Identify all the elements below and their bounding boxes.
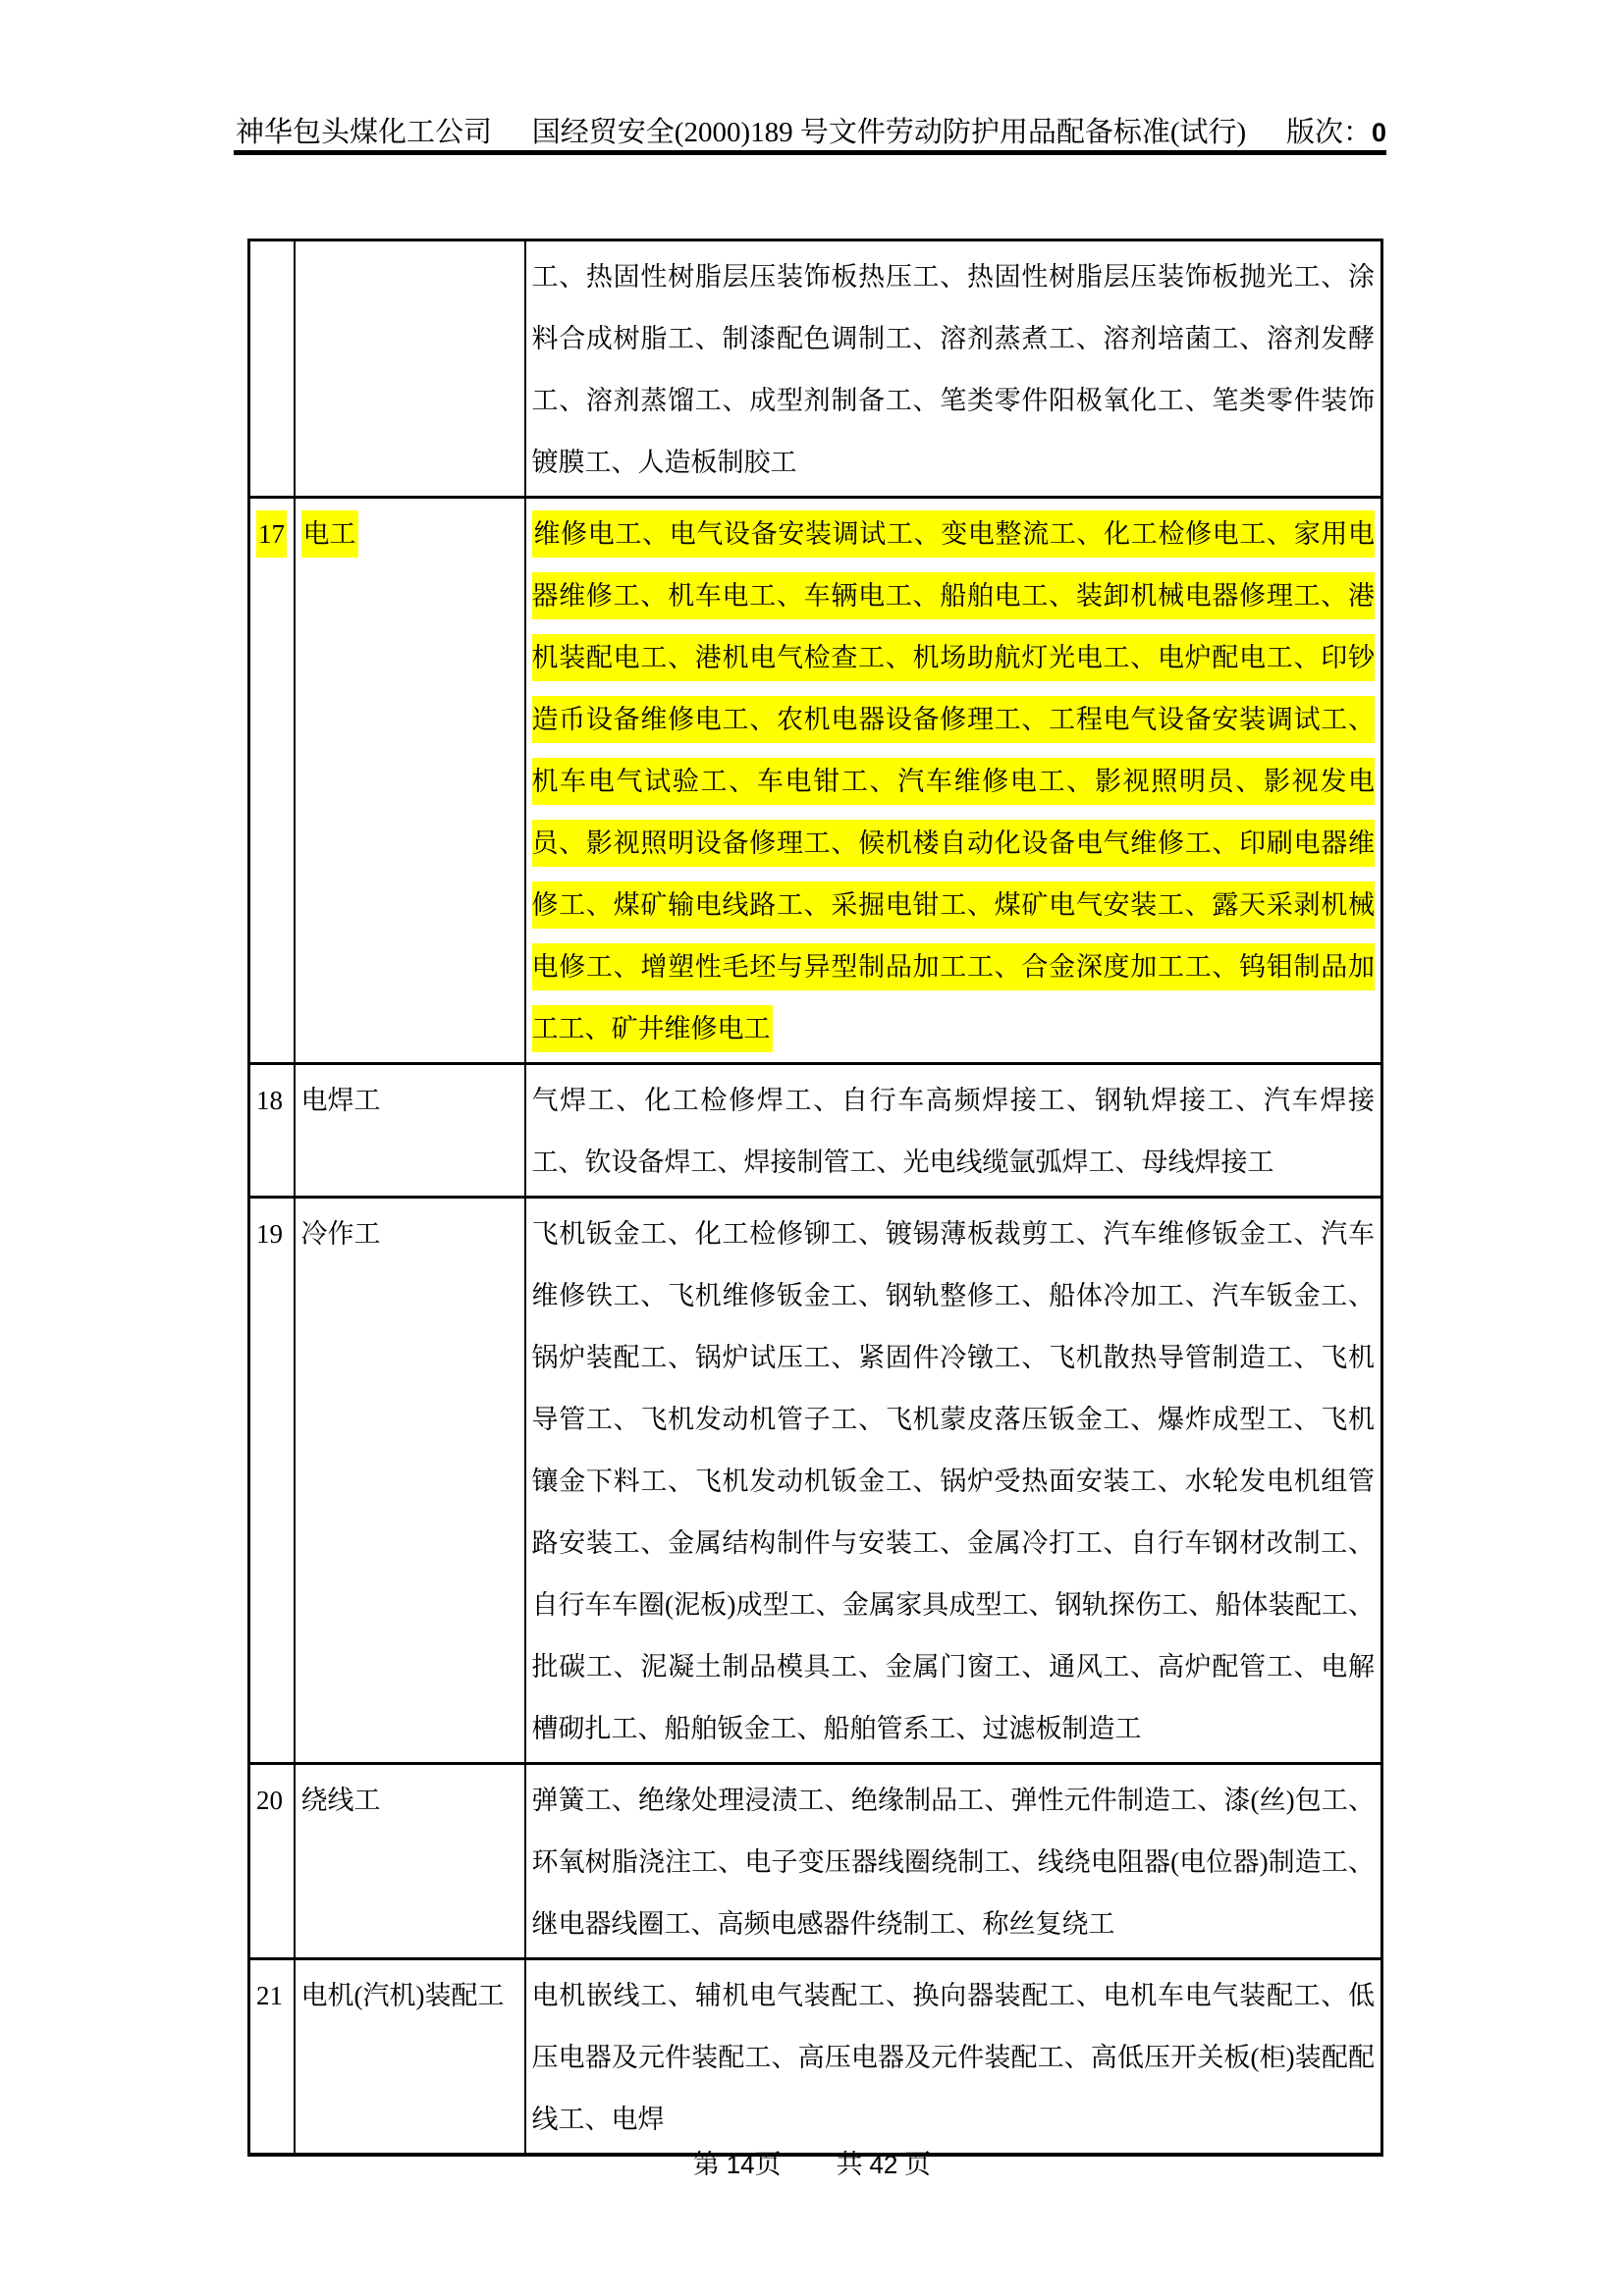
row-category: 冷作工 (300, 1219, 381, 1249)
page-indicator (693, 2143, 782, 2181)
header-version-label: 版次： (1285, 117, 1372, 148)
row-number: 20 (256, 1786, 283, 1815)
table-row (249, 1959, 1382, 2156)
total-pages-indicator (837, 2143, 931, 2181)
row-category: 电焊工 (300, 1086, 381, 1115)
row-category-cell (295, 1198, 525, 1764)
header-title: 国经贸安全(2000)189 号文件劳动防护用品配备标准(试行) (531, 117, 1247, 148)
row-number-cell (249, 1764, 295, 1959)
row-category-cell (295, 1764, 525, 1959)
header-rule (234, 150, 1386, 155)
page-suffix: 页 (754, 2150, 782, 2179)
row-number-cell (249, 498, 295, 1064)
row-jobs-text: 弹簧工、绝缘处理浸渍工、绝缘制品工、弹性元件制造工、漆(丝)包工、环氧树脂浇注工、电子变压器线圈绕制工、线绕电阻器(电位器)制造工、继电器线圈工、高频电感器件绕制工、称丝复绕工 (531, 1786, 1375, 1939)
row-category: 电工 (301, 510, 358, 558)
total-suffix: 页 (897, 2150, 932, 2179)
jobs-table (247, 239, 1383, 2157)
jobs-table-body (249, 240, 1382, 2156)
row-jobs-text: 气焊工、化工检修焊工、自行车高频焊接工、钢轨焊接工、汽车焊接工、钦设备焊工、焊接制管工、光电线缆氩弧焊工、母线焊接工 (531, 1086, 1375, 1177)
page-header (236, 110, 1386, 150)
row-category: 电机(汽机)装配工 (300, 1981, 505, 2010)
total-pages-number: 42 (869, 2150, 898, 2179)
table-row (249, 1764, 1382, 1959)
header-version-value: 0 (1371, 118, 1386, 147)
row-jobs-cell (525, 1764, 1382, 1959)
row-jobs-text: 工、热固性树脂层压装饰板热压工、热固性树脂层压装饰板抛光工、涂料合成树脂工、制漆配色调制工、溶剂蒸煮工、溶剂培菌工、溶剂发酵工、溶剂蒸馏工、成型剂制备工、笔类零件阳极氧化工、笔类零件装饰镀膜工、人造板制胶工 (531, 262, 1375, 477)
row-number-cell (249, 1198, 295, 1764)
table-row (249, 498, 1382, 1064)
row-number: 19 (256, 1219, 283, 1249)
row-category-cell (295, 1064, 525, 1198)
table-row (249, 1064, 1382, 1198)
row-jobs-text: 飞机钣金工、化工检修铆工、镀锡薄板裁剪工、汽车维修钣金工、汽车维修铁工、飞机维修钣金工、钢轨整修工、船体冷加工、汽车钣金工、锅炉装配工、锅炉试压工、紧固件冷镦工、飞机散热导管制造工、飞机导管工、飞机发动机管子工、飞机蒙皮落压钣金工、爆炸成型工、飞机镶金下料工、飞机发动机钣金工、锅炉受热面安装工、水轮发电机组管路安装工、金属结构制件与安装工、金属冷打工、自行车钢材改制工、自行车车圈(泥板)成型工、金属家具成型工、钢轨探伤工、船体装配工、批碳工、泥凝土制品模具工、金属门窗工、通风工、高炉配管工、电解槽砌扎工、船舶钣金工、船舶管系工、过滤板制造工 (531, 1219, 1375, 1743)
row-jobs-cell (525, 1198, 1382, 1764)
table-row (249, 1198, 1382, 1764)
page-number: 14 (726, 2150, 755, 2179)
page-prefix: 第 (692, 2150, 727, 2179)
header-company: 神华包头煤化工公司 (236, 117, 493, 148)
row-jobs-text: 电机嵌线工、辅机电气装配工、换向器装配工、电机车电气装配工、低压电器及元件装配工、高压电器及元件装配工、高低压开关板(柜)装配配线工、电焊 (531, 1981, 1375, 2134)
table-row (249, 240, 1382, 498)
header-version (1286, 110, 1386, 150)
row-jobs-cell (525, 1064, 1382, 1198)
row-category: 绕线工 (300, 1786, 381, 1815)
row-category-cell (295, 1959, 525, 2156)
row-jobs-cell (525, 1959, 1382, 2156)
total-prefix: 共 (836, 2150, 870, 2179)
row-number-cell (249, 1959, 295, 2156)
row-category-cell (295, 498, 525, 1064)
row-number: 18 (256, 1086, 283, 1115)
row-number-cell (249, 240, 295, 498)
row-number: 17 (256, 510, 287, 558)
row-category-cell (295, 240, 525, 498)
row-number: 21 (256, 1981, 283, 2010)
page-footer (0, 2143, 1624, 2181)
row-jobs-cell (525, 240, 1382, 498)
row-jobs-text: 维修电工、电气设备安装调试工、变电整流工、化工检修电工、家用电器维修工、机车电工、车辆电工、船舶电工、装卸机械电器修理工、港机装配电工、港机电气检查工、机场助航灯光电工、电炉配电工、印钞造币设备维修电工、农机电器设备修理工、工程电气设备安装调试工、机车电气试验工、车电钳工、汽车维修电工、影视照明员、影视发电员、影视照明设备修理工、候机楼自动化设备电气维修工、印刷电器维修工、煤矿输电线路工、采掘电钳工、煤矿电气安装工、露天采剥机械电修工、增塑性毛坯与异型制品加工工、合金深度加工工、钨钼制品加工工、矿井维修电工 (532, 510, 1376, 1052)
row-number-cell (249, 1064, 295, 1198)
row-jobs-cell (525, 498, 1382, 1064)
